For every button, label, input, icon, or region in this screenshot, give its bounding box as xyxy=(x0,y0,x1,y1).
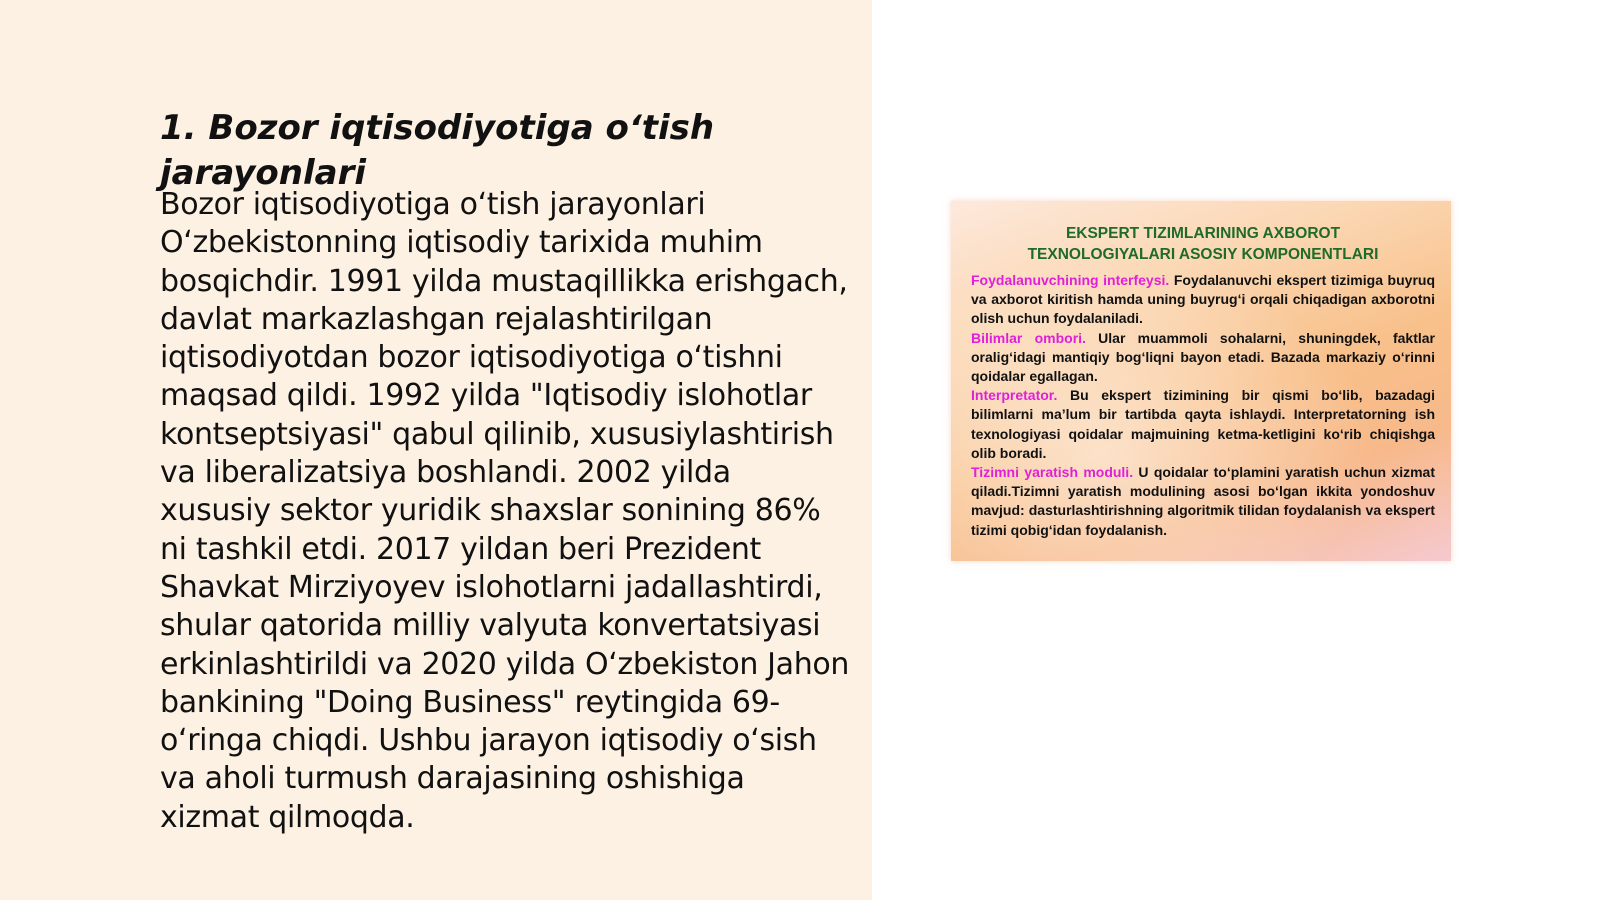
expert-systems-infographic xyxy=(951,201,1451,561)
component-description: U qoidalar to‘plamini yaratish uchun xizmat qiladi.Tizimni yaratish modulining asosi bo‘lgan ikkita yondoshuv mavjud: dasturlashtirishning algoritmik tilidan foydalanish va ekspert tizimi qobig‘idan foydalanish. xyxy=(971,464,1435,538)
component-description: Bu ekspert tizimining bir qismi bo‘lib, bazadagi bilimlarni ma’lum bir tartibda qayta ishlaydi. Interpretatorning ish texnologiyasi qoidalar majmuining ketma-ketligini ko‘rib chiqishga olib boradi. xyxy=(971,387,1435,461)
component-term: Interpretator. xyxy=(971,387,1058,404)
infographic-heading-line-1: EKSPERT TIZIMLARINING AXBOROT xyxy=(1065,225,1341,242)
component-term: Foydalanuvchining interfeysi. xyxy=(971,272,1170,288)
component-term: Bilimlar ombori. xyxy=(971,329,1086,346)
component-interpreter xyxy=(971,386,1435,463)
infographic-heading xyxy=(971,223,1435,265)
slide-body-text: Bozor iqtisodiyotiga o‘tish jarayonlari O‘zbekistonning iqtisodiy tarixida muhim bosqichdir. 1991 yilda mustaqillikka erishgach, davlat markazlashgan rejalashtirilgan iqtisodiyotdan bozor iqtisodiyotiga o‘tishni maqsad qildi. 1992 yilda "Iqtisodiy islohotlar kontseptsiyasi" qabul qilinib, xususiylashtirish va liberalizatsiya boshlandi. 2002 yilda xususiy sektor yuridik shaxslar sonining 86% ni tashkil etdi. 2017 yildan beri Prezident Shavkat Mirziyoyev islohotlarni jadallashtirdi, shular qatorida milliy valyuta konvertatsiyasi erkinlashtirildi va 2020 yilda O‘zbekiston Jahon bankining "Doing Business" reytingida 69-o‘ringa chiqdi. Ushbu jarayon iqtisodiy o‘sish va aholi turmush darajasining oshishiga xizmat qilmoqda. xyxy=(160,187,850,835)
component-knowledge-base xyxy=(971,329,1435,387)
component-description: Ular muammoli sohalarni, shuningdek, faktlar oralig‘idagi mantiqiy bog‘liqni bayon etadi. Bazada markaziy o‘rinni qoidalar egallagan. xyxy=(971,329,1436,385)
infographic-heading-line-2: TEXNOLOGIYALARI ASOSIY KOMPONENTLARI xyxy=(1027,246,1379,263)
component-user-interface xyxy=(971,271,1435,329)
component-term: Tizimni yaratish moduli. xyxy=(971,464,1134,481)
slide-title: 1. Bozor iqtisodiyotiga o‘tish jarayonlari xyxy=(160,108,715,193)
component-description: Foydalanuvchi ekspert tizimiga buyruq va axborot kiritish hamda uning buyrug‘i orqali chiqadigan axborotni olish uchun foydalaniladi. xyxy=(971,272,1436,327)
component-system-builder-module xyxy=(971,463,1435,540)
